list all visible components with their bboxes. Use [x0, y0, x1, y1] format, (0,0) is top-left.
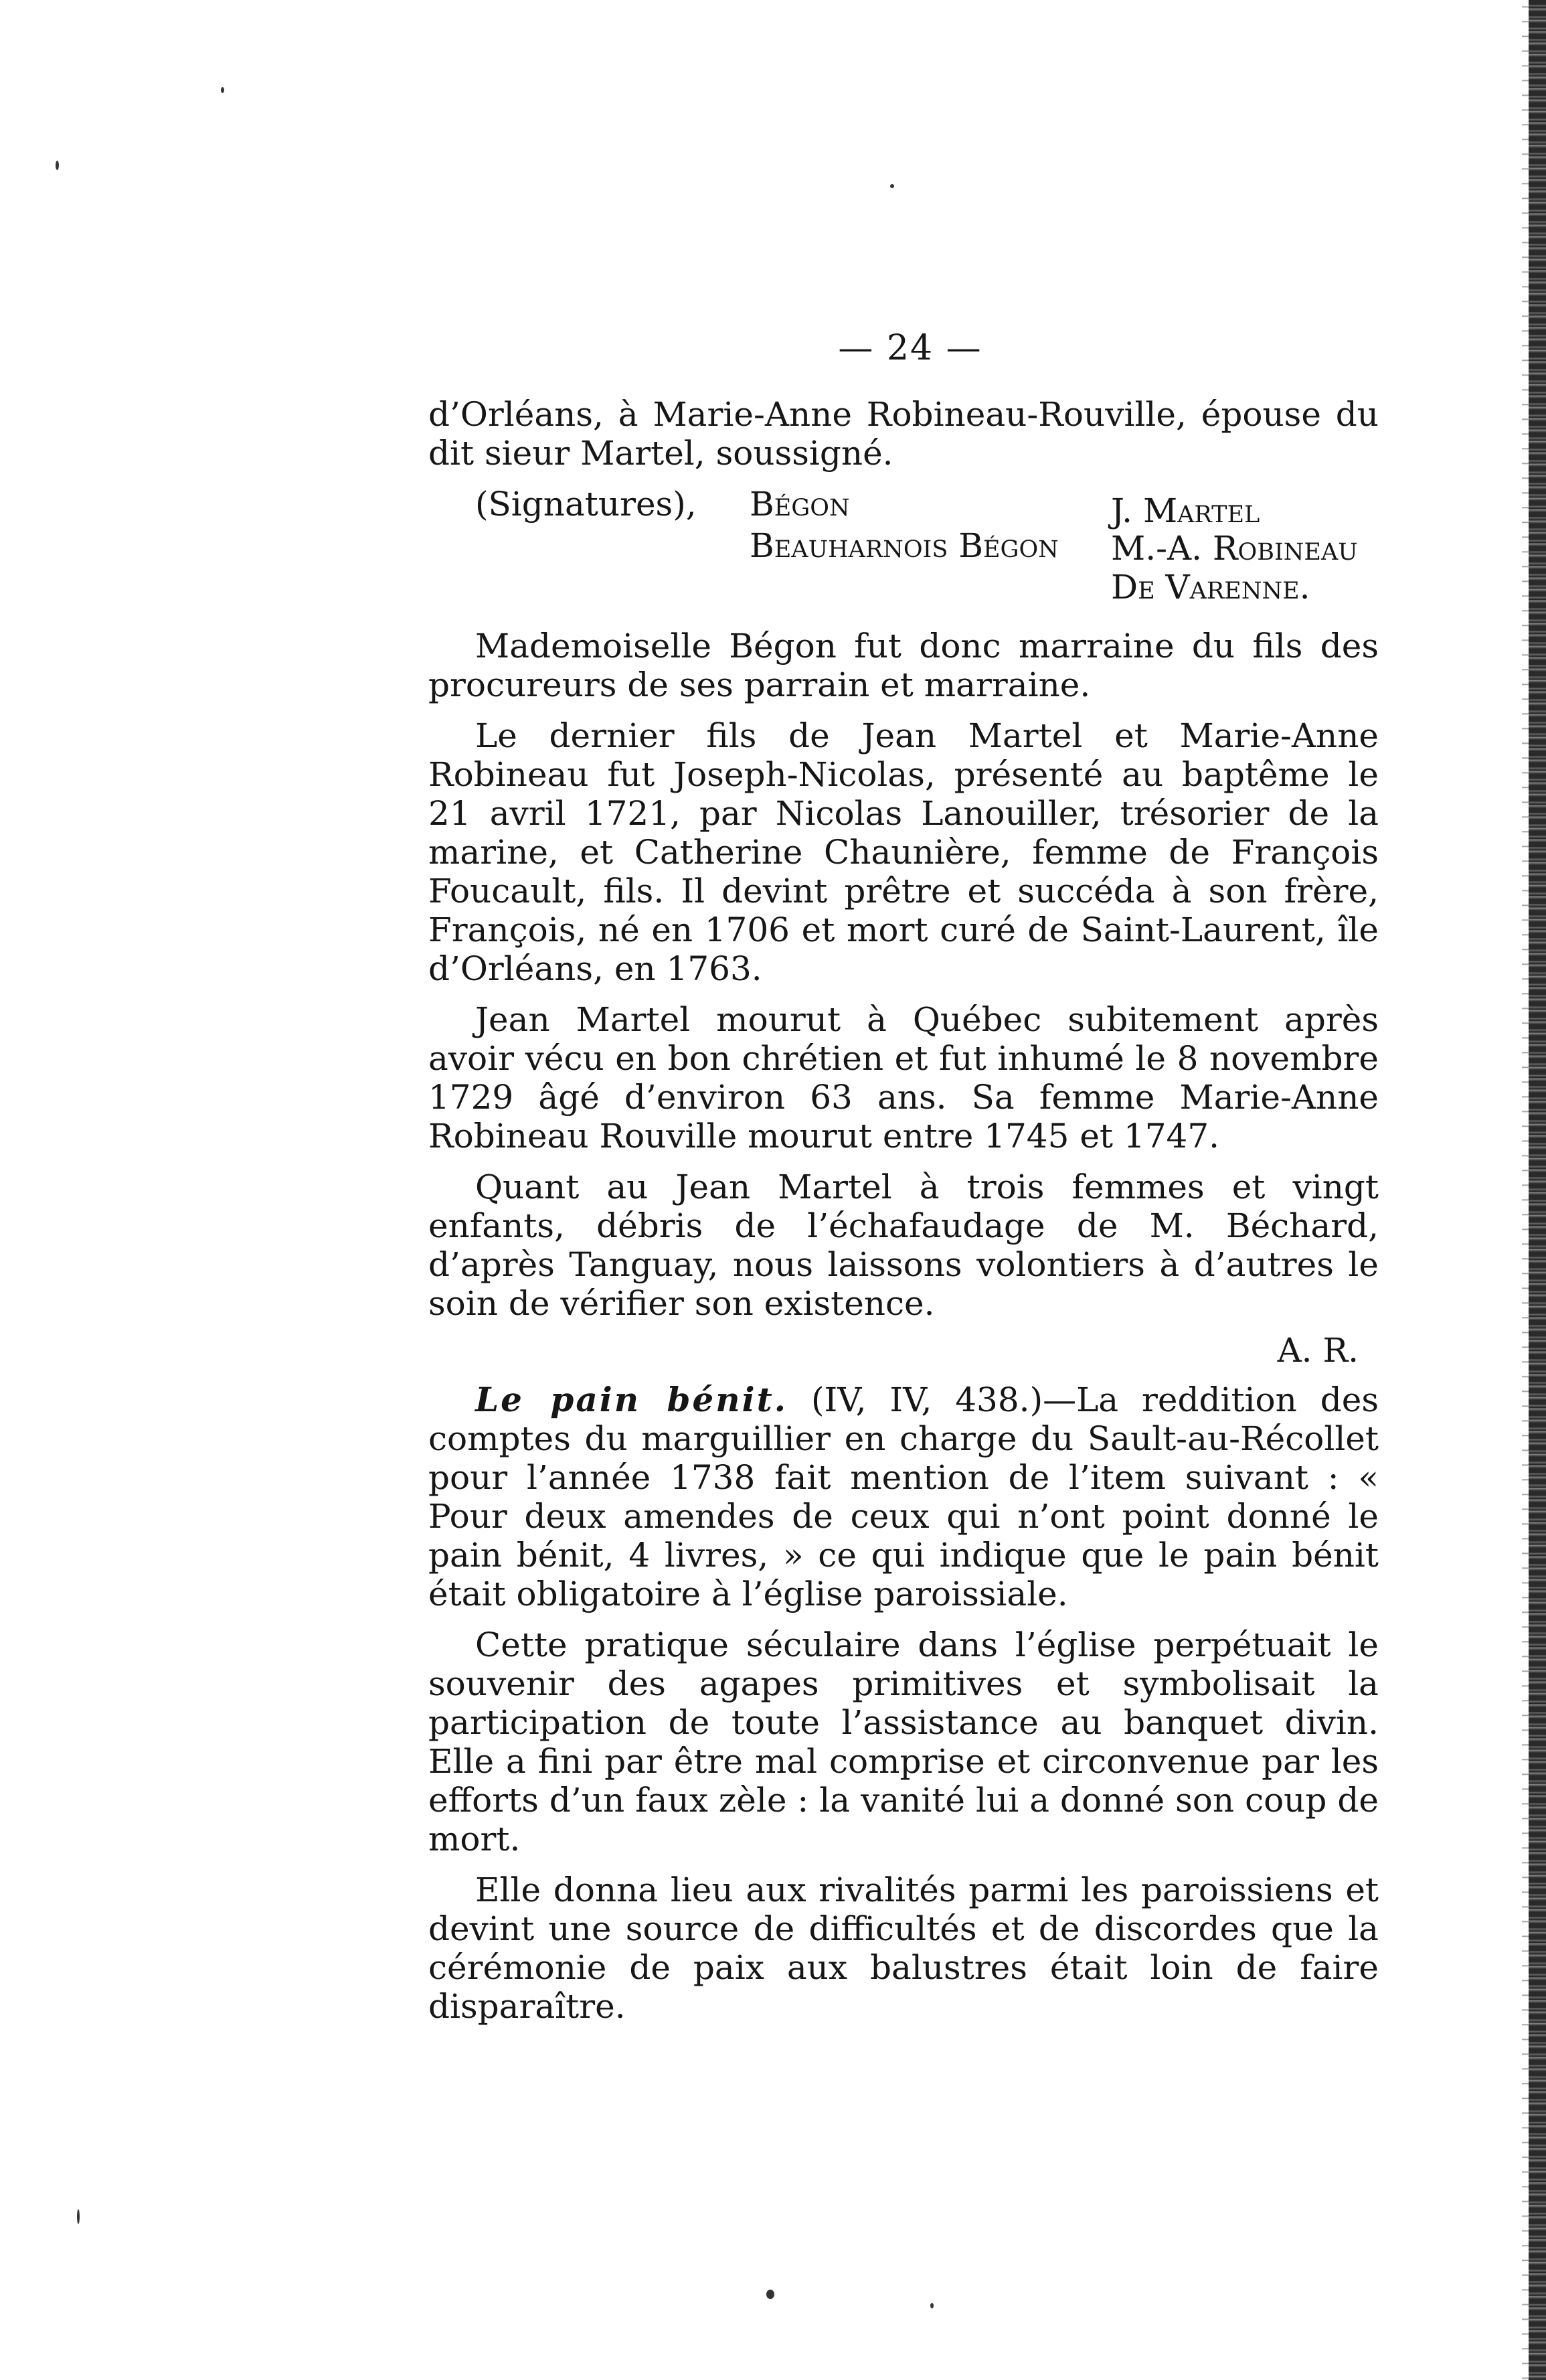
scan-speck — [221, 87, 224, 93]
section-title: Le pain bénit. — [475, 1380, 788, 1419]
paragraph-marraine: Mademoiselle Bégon fut donc marraine du fils des procureurs de ses parrain et marraine. — [428, 627, 1379, 704]
signature-begon: Bégon — [750, 485, 850, 524]
paragraph-mort: Jean Martel mourut à Québec subitement après avoir vécu en bon chrétien et fut inhumé le 8 novembre 1729 âgé d’environ 63 ans. Sa femme Marie-Anne Robineau Rouville mourut entre 1745 et 1747. — [428, 1000, 1379, 1156]
body-text — [428, 395, 1379, 2038]
scan-speck — [930, 2303, 934, 2308]
scanned-page-edge-shadow — [1522, 0, 1529, 2380]
section-reference: (IV, IV, 438.)— — [788, 1380, 1077, 1419]
author-initials: A. R. — [1277, 1331, 1359, 1370]
scanned-page-edge — [1529, 0, 1546, 2380]
paragraph-dernier-fils: Le dernier fils de Jean Martel et Marie-Anne Robineau fut Joseph-Nicolas, présenté au baptême le 21 avril 1721, par Nicolas Lanouiller, trésorier de la marine, et Catherine Chaunière, femme de François Foucault, fils. Il devint prêtre et succéda à son frère, François, né en 1706 et mort curé de Saint-Laurent, île d’Orléans, en 1763. — [428, 716, 1379, 988]
signature-beauharnois-begon: Beauharnois Bégon — [750, 526, 1059, 565]
page-number: — 24 — — [838, 328, 982, 368]
section-body: La reddition des comptes du marguillier en charge du Sault-au-Récollet pour l’année 1738 fait mention de l’item suivant : « Pour deux amendes de ceux qui n’ont point donné le pain bénit, 4 livres, » ce qui indique que le pain bénit était obligatoire à l’église paroissiale. — [428, 1380, 1379, 1613]
signature-de-varenne: De Varenne. — [1111, 568, 1310, 607]
paragraph-rivalites: Elle donna lieu aux rivalités parmi les paroissiens et devint une source de difficultés et de discordes que la cérémonie de paix aux balustres était loin de faire disparaître. — [428, 1871, 1379, 2026]
scan-speck — [56, 161, 59, 170]
paragraph-intro: d’Orléans, à Marie-Anne Robineau-Rouville, épouse du dit sieur Martel, soussigné. — [428, 395, 1379, 473]
signature-block — [428, 485, 1379, 619]
scan-speck — [77, 2209, 80, 2224]
paragraph-pratique: Cette pratique séculaire dans l’église perpétuait le souvenir des agapes primitives et symbolisait la participation de toute l’assistance au banquet divin. Elle a fini par être mal comprise et circonvenue par les efforts d’un faux zèle : la vanité lui a donné son coup de mort. — [428, 1625, 1379, 1858]
signature-j-martel: J. Martel — [1111, 491, 1260, 530]
scan-speck — [890, 184, 894, 188]
paragraph-pain-benit — [428, 1380, 1379, 1613]
scan-speck — [766, 2290, 774, 2299]
signature-ma-robineau: M.-A. Robineau — [1111, 529, 1358, 568]
signatures-label: (Signatures), — [475, 485, 697, 524]
paragraph-quant: Quant au Jean Martel à trois femmes et vingt enfants, débris de l’échafaudage de M. Béchard, d’après Tanguay, nous laissons volontiers à d’autres le soin de vérifier son existence. — [428, 1168, 1379, 1323]
